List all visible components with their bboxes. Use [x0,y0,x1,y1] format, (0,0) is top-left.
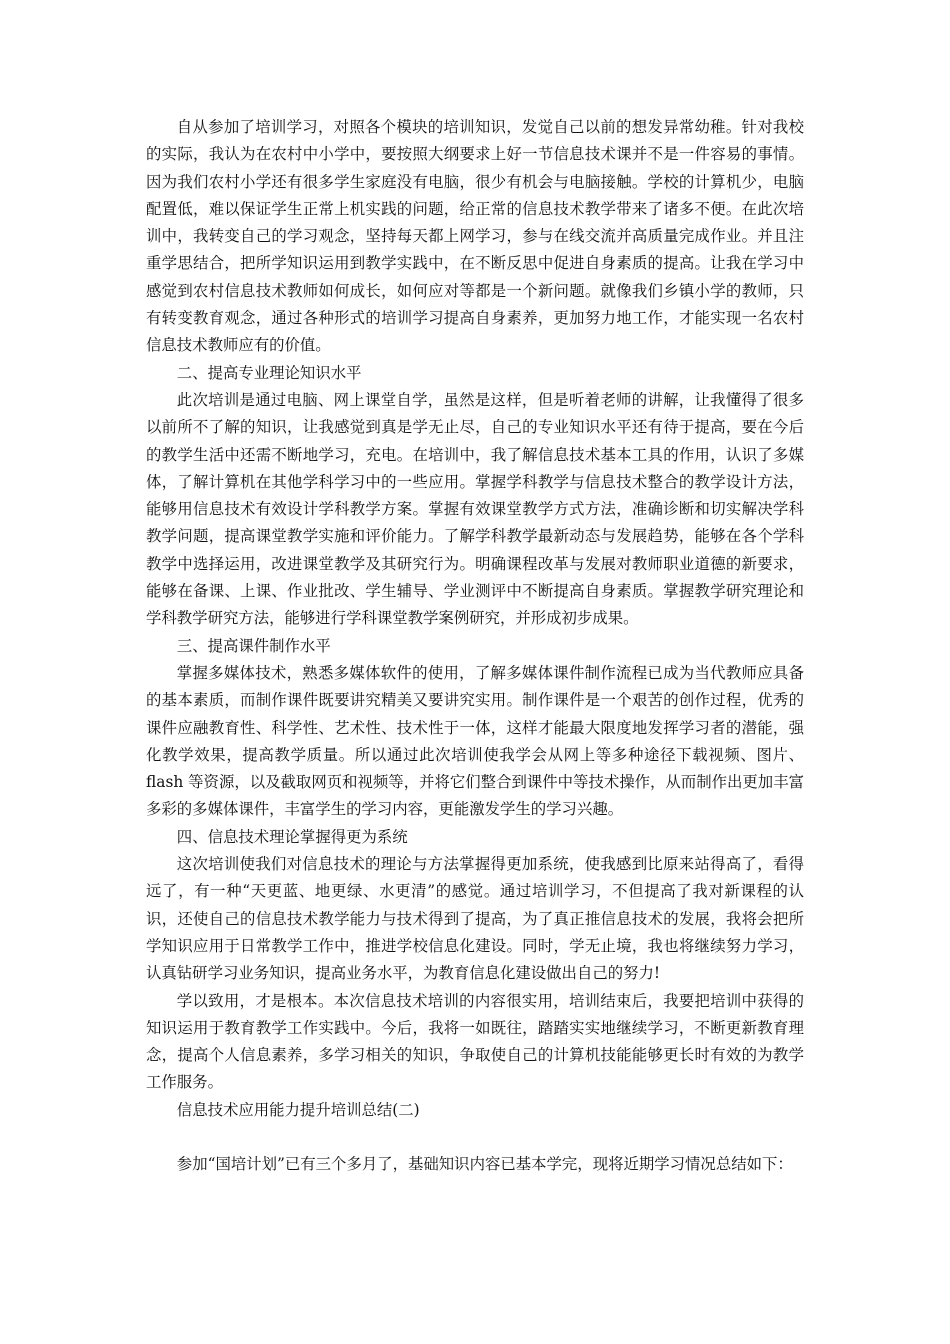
paragraph-section-2: 此次培训是通过电脑、网上课堂自学，虽然是这样，但是听着老师的讲解，让我懂得了很多以前所不了解的知识，让我感觉到真是学无止尽，自己的专业知识水平还有待于提高，要在今后的教学生活中还需不断地学习，充电。在培训中，我了解信息技术基本工具的作用，认识了多媒体，了解计算机在其他学科学习中的一些应用。掌握学科教学与信息技术整合的教学设计方法，能够用信息技术有效设计学科教学方案。掌握有效课堂教学方式方法，准确诊断和切实解决学科教学问题，提高课堂教学实施和评价能力。了解学科教学最新动态与发展趋势，能够在各个学科教学中选择运用，改进课堂教学及其研究行为。明确课程改革与发展对教师职业道德的新要求，能够在备课、上课、作业批改、学生辅导、学业测评中不断提高自身素质。掌握教学研究理论和学科教学研究方法，能够进行学科课堂教学案例研究，并形成初步成果。 [146,390,804,628]
paragraph-section-4: 这次培训使我们对信息技术的理论与方法掌握得更加系统，使我感到比原来站得高了，看得远了，有一种“天更蓝、地更绿、水更清”的感觉。通过培训学习，不但提高了我对新课程的认识，还使自己的信息技术教学能力与技术得到了提高，为了真正推信息技术的发展，我将会把所学知识应用于日常教学工作中，推进学校信息化建设。同时，学无止境，我也将继续努力学习，认真钻研学习业务知识，提高业务水平，为教育信息化建设做出自己的努力! [146,855,804,983]
section-heading-2: 二、提高专业理论知识水平 [176,363,362,382]
document-body [146,114,804,1179]
paragraph-section-3: 掌握多媒体技术，熟悉多媒体软件的使用，了解多媒体课件制作流程已成为当代教师应具备的基本素质，而制作课件既要讲究精美又要讲究实用。制作课件是一个艰苦的创作过程，优秀的课件应融教育性、科学性、艺术性、技术性于一体，这样才能最大限度地发挥学习者的潜能，强化教学效果，提高教学质量。所以通过此次培训使我学会从网上等多种途径下载视频、图片、flash 等资源，以及截取网页和视频等，并将它们整合到课件中等技术操作，从而制作出更加丰富多彩的多媒体课件，丰富学生的学习内容，更能激发学生的学习兴趣。 [146,663,804,819]
paragraph-conclusion: 学以致用，才是根本。本次信息技术培训的内容很实用，培训结束后，我要把培训中获得的知识运用于教育教学工作实践中。今后，我将一如既往，踏踏实实地继续学习，不断更新教育理念，提高个人信息素养，多学习相关的知识，争取使自己的计算机技能能够更长时有效的为教学工作服务。 [146,991,804,1092]
paragraph-part-2-intro: 参加“国培计划”已有三个多月了，基础知识内容已基本学完，现将近期学习情况总结如下： [176,1155,793,1174]
paragraph-intro: 自从参加了培训学习，对照各个模块的培训知识，发觉自己以前的想发异常幼稚。针对我校的实际，我认为在农村中小学中，要按照大纲要求上好一节信息技术课并不是一件容易的事情。因为我们农村小学还有很多学生家庭没有电脑，很少有机会与电脑接触。学校的计算机少，电脑配置低，难以保证学生正常上机实践的问题，给正常的信息技术教学带来了诸多不便。在此次培训中，我转变自己的学习观念，坚持每天都上网学习，参与在线交流并高质量完成作业。并且注重学思结合，把所学知识运用到教学实践中，在不断反思中促进自身素质的提高。让我在学习中感觉到农村信息技术教师如何成长，如何应对等都是一个新问题。就像我们乡镇小学的教师，只有转变教育观念，通过各种形式的培训学习提高自身素养，更加努力地工作，才能实现一名农村信息技术教师应有的价值。 [146,118,804,355]
section-heading-4: 四、信息技术理论掌握得更为系统 [176,827,408,846]
section-heading-3: 三、提高课件制作水平 [176,636,331,655]
document-title-part-2: 信息技术应用能力提升培训总结(二) [176,1100,420,1119]
blank-line [146,1124,804,1151]
